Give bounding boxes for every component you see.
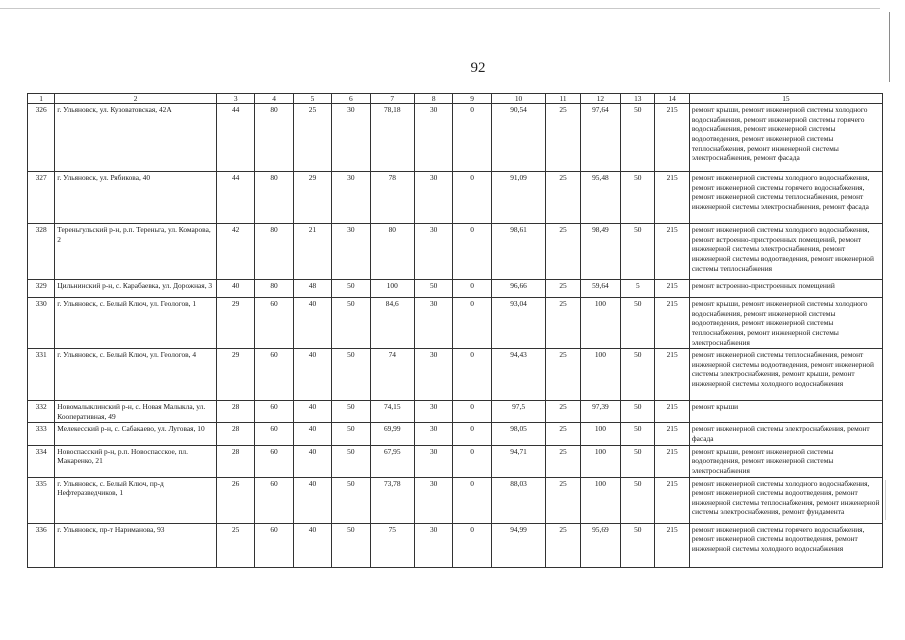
cell-col-11: 25 bbox=[546, 423, 580, 445]
cell-col-10: 91,09 bbox=[491, 172, 546, 224]
cell-col-4: 60 bbox=[255, 523, 293, 567]
cell-row-number: 331 bbox=[28, 349, 55, 401]
table-row bbox=[28, 445, 883, 477]
cell-row-number: 330 bbox=[28, 298, 55, 349]
cell-col-11: 25 bbox=[546, 298, 580, 349]
column-header-12: 12 bbox=[580, 94, 620, 104]
cell-col-14: 215 bbox=[655, 349, 689, 401]
cell-col-13: 50 bbox=[621, 523, 655, 567]
cell-works-list: ремонт крыши, ремонт инженерной системы водоотведения, ремонт инженерной системы электроснабжения bbox=[689, 445, 882, 477]
cell-col-10: 94,99 bbox=[491, 523, 546, 567]
cell-col-6: 30 bbox=[332, 172, 370, 224]
cell-works-list: ремонт инженерной системы холодного водоснабжения, ремонт встроенно-пристроенных помещений, ремонт инженерной системы электроснабжения, ремонт инженерной системы водоотведения, ремонт инженерной системы теплоснабжения bbox=[689, 224, 882, 280]
cell-col-5: 40 bbox=[293, 401, 331, 423]
cell-col-11: 25 bbox=[546, 104, 580, 172]
cell-col-9: 0 bbox=[453, 104, 491, 172]
scan-border-top bbox=[0, 8, 880, 9]
cell-works-list: ремонт инженерной системы теплоснабжения, ремонт инженерной системы водоотведения, ремонт инженерной системы электроснабжения, ремонт крыши, ремонт инженерной системы холодного водоснабжения bbox=[689, 349, 882, 401]
cell-col-5: 40 bbox=[293, 423, 331, 445]
cell-col-3: 28 bbox=[216, 423, 254, 445]
cell-col-4: 60 bbox=[255, 423, 293, 445]
cell-col-6: 30 bbox=[332, 224, 370, 280]
cell-col-14: 215 bbox=[655, 298, 689, 349]
cell-col-11: 25 bbox=[546, 445, 580, 477]
cell-col-6: 30 bbox=[332, 104, 370, 172]
cell-col-14: 215 bbox=[655, 477, 689, 523]
cell-col-10: 97,5 bbox=[491, 401, 546, 423]
cell-col-14: 215 bbox=[655, 423, 689, 445]
cell-address: г. Ульяновск, с. Белый Ключ, ул. Геологов, 1 bbox=[55, 298, 217, 349]
cell-col-3: 44 bbox=[216, 104, 254, 172]
cell-address: Цильнинский р-н, с. Карабаевка, ул. Дорожная, 3 bbox=[55, 280, 217, 298]
cell-col-7: 78,18 bbox=[370, 104, 414, 172]
cell-col-3: 29 bbox=[216, 349, 254, 401]
cell-works-list: ремонт крыши bbox=[689, 401, 882, 423]
cell-col-9: 0 bbox=[453, 423, 491, 445]
cell-col-14: 215 bbox=[655, 172, 689, 224]
cell-col-3: 42 bbox=[216, 224, 254, 280]
column-header-9: 9 bbox=[453, 94, 491, 104]
table-row bbox=[28, 523, 883, 567]
cell-col-6: 50 bbox=[332, 280, 370, 298]
cell-col-3: 25 bbox=[216, 523, 254, 567]
cell-col-8: 30 bbox=[414, 477, 452, 523]
cell-col-9: 0 bbox=[453, 172, 491, 224]
cell-col-7: 74 bbox=[370, 349, 414, 401]
cell-col-10: 96,66 bbox=[491, 280, 546, 298]
cell-works-list: ремонт крыши, ремонт инженерной системы холодного водоснабжения, ремонт инженерной системы водоотведения, ремонт инженерной системы теплоснабжения, ремонт инженерной системы электроснабжения bbox=[689, 298, 882, 349]
cell-col-5: 40 bbox=[293, 298, 331, 349]
cell-works-list: ремонт крыши, ремонт инженерной системы холодного водоснабжения, ремонт инженерной системы горячего водоснабжения, ремонт инженерной системы водоотведения, ремонт инженерной системы теплоснабжения, ремонт инженерной системы электроснабжения, ремонт фасада bbox=[689, 104, 882, 172]
cell-col-8: 30 bbox=[414, 104, 452, 172]
cell-col-9: 0 bbox=[453, 477, 491, 523]
cell-col-14: 215 bbox=[655, 224, 689, 280]
column-header-14: 14 bbox=[655, 94, 689, 104]
table-row bbox=[28, 172, 883, 224]
cell-col-4: 80 bbox=[255, 280, 293, 298]
table-row bbox=[28, 104, 883, 172]
column-header-3: 3 bbox=[216, 94, 254, 104]
cell-col-13: 50 bbox=[621, 298, 655, 349]
cell-col-8: 30 bbox=[414, 445, 452, 477]
column-header-1: 1 bbox=[28, 94, 55, 104]
cell-works-list: ремонт инженерной системы холодного водоснабжения, ремонт инженерной системы горячего водоснабжения, ремонт инженерной системы теплоснабжения, ремонт инженерной системы электроснабжения, ремонт фасада bbox=[689, 172, 882, 224]
cell-col-6: 50 bbox=[332, 298, 370, 349]
registry-table bbox=[27, 93, 883, 568]
cell-col-10: 98,61 bbox=[491, 224, 546, 280]
cell-col-8: 30 bbox=[414, 349, 452, 401]
cell-col-14: 215 bbox=[655, 523, 689, 567]
cell-col-3: 26 bbox=[216, 477, 254, 523]
cell-col-12: 100 bbox=[580, 445, 620, 477]
cell-address: г. Ульяновск, ул. Кузоватовская, 42А bbox=[55, 104, 217, 172]
cell-col-12: 100 bbox=[580, 423, 620, 445]
column-header-4: 4 bbox=[255, 94, 293, 104]
cell-col-7: 67,95 bbox=[370, 445, 414, 477]
column-header-8: 8 bbox=[414, 94, 452, 104]
cell-col-14: 215 bbox=[655, 280, 689, 298]
cell-col-5: 40 bbox=[293, 523, 331, 567]
cell-address: г. Ульяновск, пр-т Нариманова, 93 bbox=[55, 523, 217, 567]
table-body bbox=[28, 104, 883, 568]
table-row bbox=[28, 298, 883, 349]
cell-col-6: 50 bbox=[332, 349, 370, 401]
cell-col-11: 25 bbox=[546, 523, 580, 567]
cell-col-3: 44 bbox=[216, 172, 254, 224]
cell-col-13: 5 bbox=[621, 280, 655, 298]
cell-col-7: 75 bbox=[370, 523, 414, 567]
cell-address: г. Ульяновск, ул. Рябикова, 40 bbox=[55, 172, 217, 224]
cell-col-3: 29 bbox=[216, 298, 254, 349]
cell-address: Мелекесский р-н, с. Сабакаево, ул. Луговая, 10 bbox=[55, 423, 217, 445]
cell-col-11: 25 bbox=[546, 280, 580, 298]
column-header-10: 10 bbox=[491, 94, 546, 104]
cell-col-12: 97,64 bbox=[580, 104, 620, 172]
table-row bbox=[28, 423, 883, 445]
cell-col-12: 59,64 bbox=[580, 280, 620, 298]
table-row bbox=[28, 401, 883, 423]
cell-col-13: 50 bbox=[621, 445, 655, 477]
cell-row-number: 333 bbox=[28, 423, 55, 445]
cell-col-13: 50 bbox=[621, 104, 655, 172]
cell-col-4: 80 bbox=[255, 224, 293, 280]
cell-col-11: 25 bbox=[546, 401, 580, 423]
cell-col-8: 30 bbox=[414, 224, 452, 280]
cell-col-5: 25 bbox=[293, 104, 331, 172]
cell-col-10: 90,54 bbox=[491, 104, 546, 172]
cell-col-7: 100 bbox=[370, 280, 414, 298]
cell-col-5: 40 bbox=[293, 477, 331, 523]
cell-col-14: 215 bbox=[655, 445, 689, 477]
cell-col-4: 60 bbox=[255, 477, 293, 523]
column-header-2: 2 bbox=[55, 94, 217, 104]
cell-col-3: 28 bbox=[216, 401, 254, 423]
cell-col-7: 78 bbox=[370, 172, 414, 224]
cell-col-12: 95,48 bbox=[580, 172, 620, 224]
cell-col-4: 60 bbox=[255, 401, 293, 423]
cell-col-6: 50 bbox=[332, 523, 370, 567]
cell-col-13: 50 bbox=[621, 477, 655, 523]
cell-col-5: 40 bbox=[293, 445, 331, 477]
cell-col-9: 0 bbox=[453, 445, 491, 477]
cell-col-12: 95,69 bbox=[580, 523, 620, 567]
cell-works-list: ремонт встроенно-пристроенных помещений bbox=[689, 280, 882, 298]
column-header-6: 6 bbox=[332, 94, 370, 104]
cell-row-number: 327 bbox=[28, 172, 55, 224]
cell-col-12: 97,39 bbox=[580, 401, 620, 423]
cell-col-5: 29 bbox=[293, 172, 331, 224]
cell-col-12: 98,49 bbox=[580, 224, 620, 280]
cell-col-7: 74,15 bbox=[370, 401, 414, 423]
cell-col-4: 60 bbox=[255, 349, 293, 401]
cell-col-5: 40 bbox=[293, 349, 331, 401]
cell-col-11: 25 bbox=[546, 477, 580, 523]
cell-col-11: 25 bbox=[546, 349, 580, 401]
cell-col-9: 0 bbox=[453, 298, 491, 349]
cell-col-3: 28 bbox=[216, 445, 254, 477]
cell-col-13: 50 bbox=[621, 349, 655, 401]
cell-col-14: 215 bbox=[655, 401, 689, 423]
cell-col-6: 50 bbox=[332, 401, 370, 423]
column-header-7: 7 bbox=[370, 94, 414, 104]
cell-col-7: 69,99 bbox=[370, 423, 414, 445]
column-header-13: 13 bbox=[621, 94, 655, 104]
cell-col-3: 40 bbox=[216, 280, 254, 298]
cell-row-number: 334 bbox=[28, 445, 55, 477]
cell-address: Новомалыклинский р-н, с. Новая Малыкла, ул. Кооперативная, 49 bbox=[55, 401, 217, 423]
table-header-row bbox=[28, 94, 883, 104]
cell-col-4: 60 bbox=[255, 298, 293, 349]
column-header-5: 5 bbox=[293, 94, 331, 104]
cell-col-5: 48 bbox=[293, 280, 331, 298]
cell-col-13: 50 bbox=[621, 172, 655, 224]
cell-col-9: 0 bbox=[453, 280, 491, 298]
table-row bbox=[28, 349, 883, 401]
cell-col-4: 60 bbox=[255, 445, 293, 477]
cell-col-12: 100 bbox=[580, 477, 620, 523]
cell-col-10: 98,05 bbox=[491, 423, 546, 445]
table-row bbox=[28, 280, 883, 298]
cell-address: г. Ульяновск, с. Белый Ключ, пр-д Нефтеразведчиков, 1 bbox=[55, 477, 217, 523]
cell-col-13: 50 bbox=[621, 224, 655, 280]
table-row bbox=[28, 477, 883, 523]
cell-col-7: 84,6 bbox=[370, 298, 414, 349]
cell-col-12: 100 bbox=[580, 349, 620, 401]
cell-col-6: 50 bbox=[332, 445, 370, 477]
scan-edge-mark bbox=[889, 12, 890, 82]
cell-col-7: 73,78 bbox=[370, 477, 414, 523]
cell-col-8: 30 bbox=[414, 523, 452, 567]
cell-col-6: 50 bbox=[332, 423, 370, 445]
table-row bbox=[28, 224, 883, 280]
cell-works-list: ремонт инженерной системы электроснабжения, ремонт фасада bbox=[689, 423, 882, 445]
cell-col-13: 50 bbox=[621, 423, 655, 445]
cell-works-list: ремонт инженерной системы горячего водоснабжения, ремонт инженерной системы водоотведения, ремонт инженерной системы холодного водоснабжения bbox=[689, 523, 882, 567]
cell-col-9: 0 bbox=[453, 349, 491, 401]
cell-col-7: 80 bbox=[370, 224, 414, 280]
cell-row-number: 328 bbox=[28, 224, 55, 280]
cell-col-4: 80 bbox=[255, 104, 293, 172]
cell-row-number: 329 bbox=[28, 280, 55, 298]
cell-col-11: 25 bbox=[546, 224, 580, 280]
cell-col-8: 50 bbox=[414, 280, 452, 298]
cell-address: г. Ульяновск, с. Белый Ключ, ул. Геологов, 4 bbox=[55, 349, 217, 401]
cell-col-9: 0 bbox=[453, 523, 491, 567]
cell-col-10: 94,71 bbox=[491, 445, 546, 477]
cell-col-14: 215 bbox=[655, 104, 689, 172]
cell-col-11: 25 bbox=[546, 172, 580, 224]
cell-col-8: 30 bbox=[414, 298, 452, 349]
cell-col-5: 21 bbox=[293, 224, 331, 280]
cell-row-number: 326 bbox=[28, 104, 55, 172]
cell-works-list: ремонт инженерной системы холодного водоснабжения, ремонт инженерной системы водоотведения, ремонт инженерной системы теплоснабжения, ремонт инженерной системы электроснабжения, ремонт фундамента bbox=[689, 477, 882, 523]
scan-edge-mark-lower bbox=[885, 480, 886, 520]
cell-row-number: 336 bbox=[28, 523, 55, 567]
cell-col-10: 93,04 bbox=[491, 298, 546, 349]
cell-row-number: 335 bbox=[28, 477, 55, 523]
cell-col-8: 30 bbox=[414, 423, 452, 445]
cell-col-13: 50 bbox=[621, 401, 655, 423]
column-header-11: 11 bbox=[546, 94, 580, 104]
cell-address: Новоспасский р-н, р.п. Новоспасское, пл. Макаренко, 21 bbox=[55, 445, 217, 477]
page-number: 92 bbox=[470, 60, 486, 76]
cell-col-9: 0 bbox=[453, 401, 491, 423]
cell-address: Тереньгульский р-н, р.п. Тереньга, ул. Комарова, 2 bbox=[55, 224, 217, 280]
cell-col-8: 30 bbox=[414, 172, 452, 224]
cell-col-10: 88,03 bbox=[491, 477, 546, 523]
cell-col-6: 50 bbox=[332, 477, 370, 523]
cell-col-10: 94,43 bbox=[491, 349, 546, 401]
cell-row-number: 332 bbox=[28, 401, 55, 423]
cell-col-8: 30 bbox=[414, 401, 452, 423]
column-header-15: 15 bbox=[689, 94, 882, 104]
cell-col-9: 0 bbox=[453, 224, 491, 280]
cell-col-4: 80 bbox=[255, 172, 293, 224]
cell-col-12: 100 bbox=[580, 298, 620, 349]
